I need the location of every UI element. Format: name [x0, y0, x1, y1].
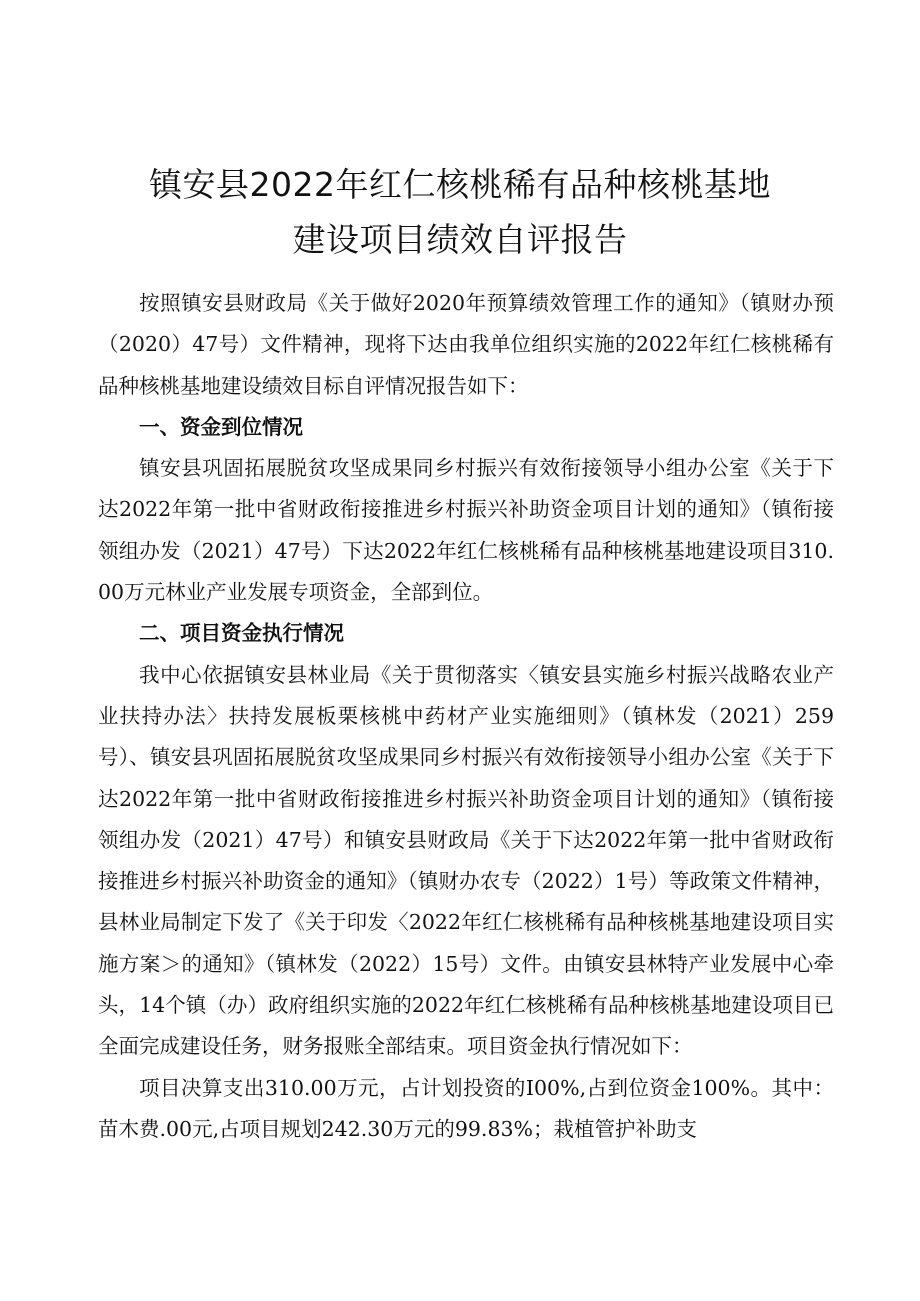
section-1-heading: 一、资金到位情况	[139, 414, 303, 439]
document-title-line-2: 建设项目绩效自评报告	[292, 220, 628, 259]
section-2-paragraph: 我中心依据镇安县林业局《关于贯彻落实〈镇安县实施乡村振兴战略农业产业扶持办法〉扶持发展板栗核桃中药材产业实施细则》（镇林发（2021）259号）、镇安县巩固拓展脱贫攻坚成果同乡村振兴有效衔接领导小组办公室《关于下达2022年第一批中省财政衔接推进乡村振兴补助资金项目计划的通知》（镇衔接领组办发（2021）47号）和镇安县财政局《关于下达2022年第一批中省财政衔接推进乡村振兴补助资金的通知》（镇财办农专（2022）1号）等政策文件精神，县林业局制定下发了《关于印发〈2022年红仁核桃稀有品种核桃基地建设项目实施方案＞的通知》（镇林发（2022）15号）文件。由镇安县林特产业发展中心牵头，14个镇（办）政府组织实施的2022年红仁核桃稀有品种核桃基地建设项目已全面完成建设任务，财务报账全部结束。项目资金执行情况如下：	[98, 662, 834, 1059]
section-1-paragraph: 镇安县巩固拓展脱贫攻坚成果同乡村振兴有效衔接领导小组办公室《关于下达2022年第一批中省财政衔接推进乡村振兴补助资金项目计划的通知》（镇衔接领组办发（2021）47号）下达2022年红仁核桃稀有品种核桃基地建设项目310.00万元林业产业发展专项资金，全部到位。	[98, 456, 834, 605]
section-2-paragraph-2: 项目决算支出310.00万元，占计划投资的I00%,占到位资金100%。其中：苗木费.00元,占项目规划242.30万元的99.83%；栽植管护补助支	[98, 1075, 834, 1141]
intro-paragraph: 按照镇安县财政局《关于做好2020年预算绩效管理工作的通知》（镇财办预（2020）47号）文件精神，现将下达由我单位组织实施的2022年红仁核桃稀有品种核桃基地建设绩效目标自评情况报告如下：	[98, 291, 834, 398]
document-title-line-1: 镇安县2022年红仁核桃稀有品种核桃基地	[149, 165, 771, 204]
document-body	[98, 283, 834, 1150]
section-2-heading: 二、项目资金执行情况	[139, 621, 344, 646]
